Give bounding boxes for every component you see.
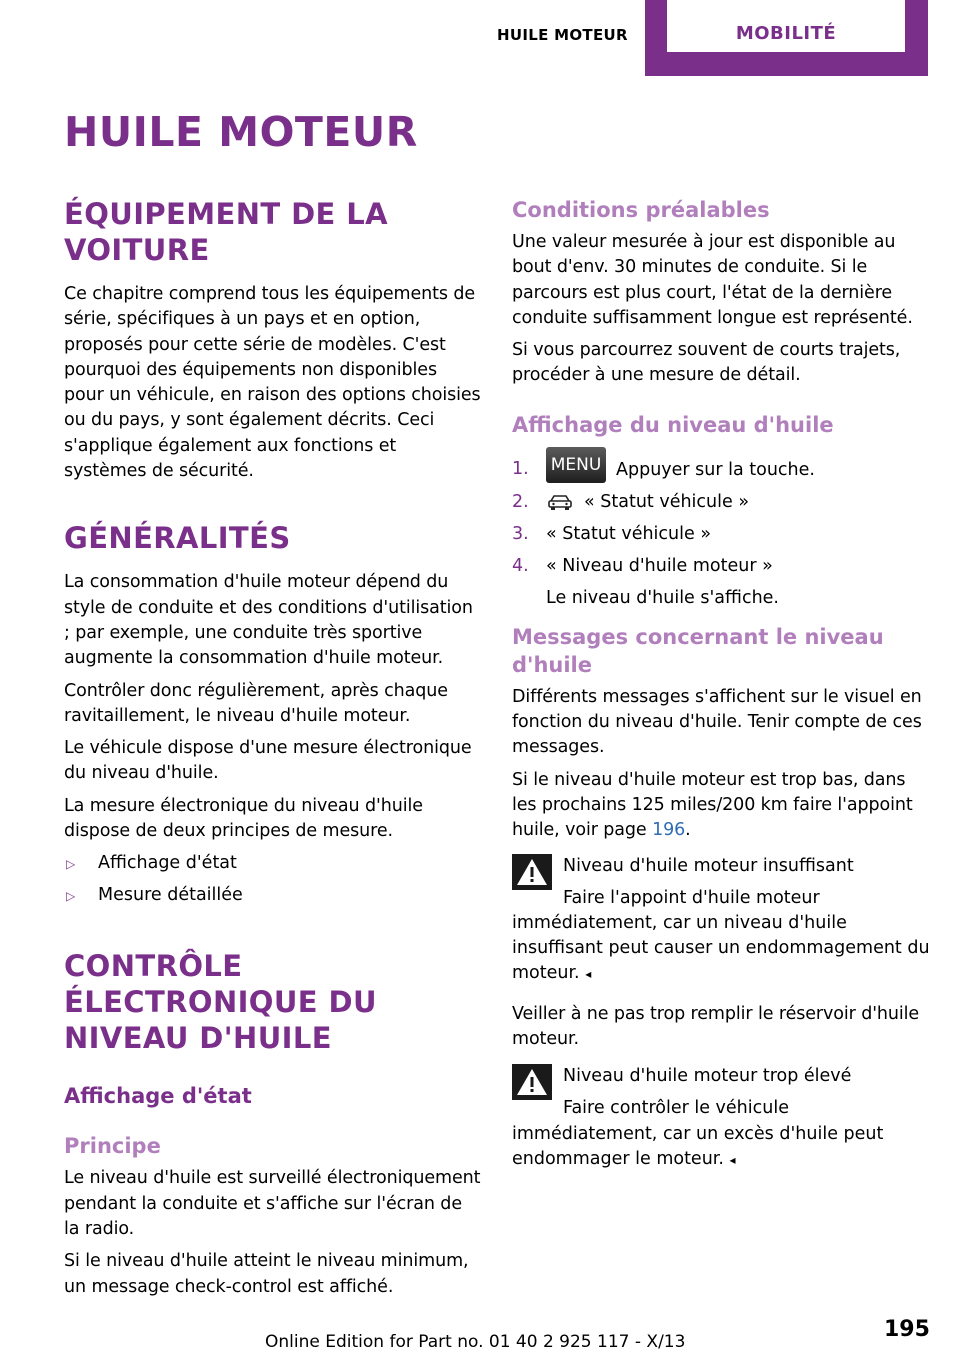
list-item: 4. « Niveau d'huile moteur »	[512, 555, 773, 576]
electronic-heading: CONTRÔLE ÉLECTRONIQUE DU NIVEAU D'HUILE	[64, 949, 377, 1056]
warning-box	[512, 854, 930, 988]
running-header-section: HUILE MOTEUR	[497, 26, 628, 44]
list-item: ▷ Affichage d'état	[64, 851, 482, 876]
status-display-heading: Affichage d'état	[64, 1084, 252, 1109]
messages-paragraph: Différents messages s'affichent sur le visuel en fonction du niveau d'huile. Tenir compte de ces messages.	[512, 686, 922, 758]
page-number: 195	[884, 1317, 930, 1342]
page-title: HUILE MOTEUR	[64, 108, 418, 156]
triangle-bullet-icon: ▷	[66, 889, 76, 904]
warning-box	[512, 1064, 930, 1173]
conditions-paragraph: Si vous parcourrez souvent de courts trajets, procéder à une mesure de détail.	[512, 340, 901, 386]
chapter-tab	[645, 0, 928, 76]
messages-paragraph: Si le niveau d'huile moteur est trop bas, dans les prochains 125 miles/200 km faire l'appoint huile, voir page 196.	[512, 769, 913, 841]
left-column	[64, 196, 482, 1307]
warning-title: Niveau d'huile moteur insuffisant	[563, 855, 854, 876]
messages-heading: Messages concernant le niveau d'huile	[512, 624, 884, 677]
list-item-result: Le niveau d'huile s'affiche.	[546, 587, 779, 608]
steps-list	[512, 454, 930, 611]
menu-button-icon: MENU	[546, 447, 606, 483]
footer-edition: Online Edition for Part no. 01 40 2 925 117 - X/13	[265, 1332, 686, 1352]
chapter-tab-label: MOBILITÉ	[667, 0, 905, 52]
general-paragraph: Le véhicule dispose d'une mesure électronique du niveau d'huile.	[64, 738, 472, 784]
end-mark-icon: ◂	[585, 967, 592, 982]
conditions-heading: Conditions préalables	[512, 198, 770, 222]
end-mark-icon: ◂	[729, 1152, 736, 1167]
warning-triangle-icon	[512, 854, 552, 890]
principles-list	[64, 851, 482, 908]
general-heading: GÉNÉRALITÉS	[64, 521, 291, 556]
general-paragraph: La consommation d'huile moteur dépend du style de conduite et des conditions d'utilisation ; par exemple, une conduite très sportive augmente la consommation d'huile moteur.	[64, 572, 473, 669]
equipment-heading: ÉQUIPEMENT DE LA VOITURE	[64, 197, 388, 267]
principle-paragraph: Si le niveau d'huile atteint le niveau minimum, un message check-control est affiché.	[64, 1251, 469, 1297]
warning-text: Faire contrôler le véhicule immédiatement, car un excès d'huile peut endommager le moteur. ◂	[512, 1098, 884, 1169]
principle-heading: Principe	[64, 1134, 161, 1159]
messages-paragraph: Veiller à ne pas trop remplir le réservoir d'huile moteur.	[512, 1003, 920, 1050]
general-paragraph: La mesure électronique du niveau d'huile dispose de deux principes de mesure.	[64, 795, 423, 842]
page-link[interactable]: 196	[652, 820, 686, 841]
warning-text: Faire l'appoint d'huile moteur immédiatement, car un niveau d'huile insuffisant peut causer un endommagement du moteur. ◂	[512, 887, 930, 984]
list-item: 2. « Statut véhicule »	[512, 491, 750, 512]
general-paragraph: Contrôler donc régulièrement, après chaque ravitaillement, le niveau d'huile moteur.	[64, 680, 448, 726]
oil-display-heading: Affichage du niveau d'huile	[512, 412, 834, 437]
list-item: ▷ Mesure détaillée	[64, 883, 482, 908]
principle-paragraph: Le niveau d'huile est surveillé électroniquement pendant la conduite et s'affiche sur l'écran de la radio.	[64, 1168, 481, 1239]
car-icon	[546, 493, 574, 511]
triangle-bullet-icon: ▷	[66, 857, 76, 872]
list-item: 3. « Statut véhicule »	[512, 523, 712, 544]
warning-triangle-icon	[512, 1064, 552, 1100]
list-item: 1. MENU Appuyer sur la touche.	[512, 457, 930, 483]
conditions-paragraph: Une valeur mesurée à jour est disponible au bout d'env. 30 minutes de conduite. Si le parcours est plus court, l'état de la dernière conduite suffisamment longue est représenté.	[512, 232, 913, 328]
warning-title: Niveau d'huile moteur trop élevé	[563, 1066, 852, 1087]
equipment-text: Ce chapitre comprend tous les équipements de série, spécifiques à un pays et en option, proposés pour cette série de modèles. C'est pourquoi des équipements non disponibles pour un véhicule, en raison des options choisies ou du pays, y sont également décrits. Ceci s'applique également aux fonctions et systèmes de sécurité.	[64, 284, 481, 482]
right-column	[512, 196, 930, 1183]
